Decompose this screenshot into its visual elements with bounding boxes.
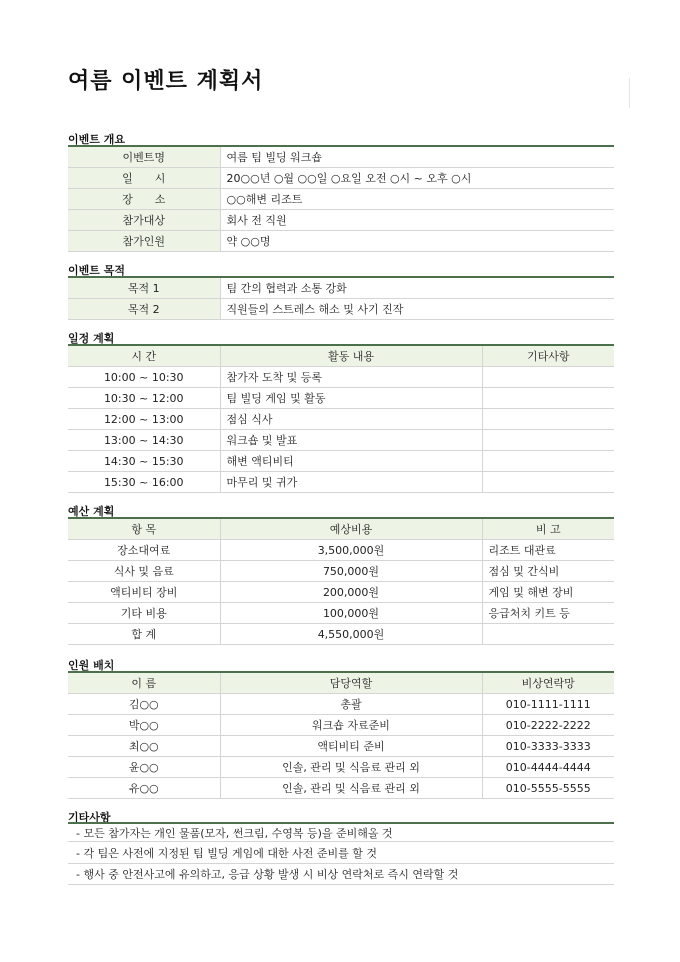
name-cell: 박○○ (68, 715, 220, 736)
note-cell (482, 430, 614, 451)
activity-cell: 팀 빌딩 게임 및 활동 (220, 388, 482, 409)
time-cell: 13:00 ~ 14:30 (68, 430, 220, 451)
column-header: 이 름 (68, 672, 220, 694)
note-item: - 각 팀은 사전에 지정된 팀 빌딩 게임에 대한 사전 준비를 할 것 (68, 844, 614, 864)
row-label: 목적 2 (68, 299, 220, 320)
table-row (68, 757, 614, 778)
row-value: ○○해변 리조트 (220, 189, 614, 210)
role-cell: 인솔, 관리 및 식음료 관리 외 (220, 757, 482, 778)
phone-cell: 010-2222-2222 (482, 715, 614, 736)
row-value: 약 ○○명 (220, 231, 614, 252)
note-cell: 점심 및 간식비 (482, 561, 614, 582)
row-label: 참가대상 (68, 210, 220, 231)
column-header: 예상비용 (220, 518, 482, 540)
table-row (68, 472, 614, 493)
time-cell: 14:30 ~ 15:30 (68, 451, 220, 472)
cost-cell: 4,550,000원 (220, 624, 482, 645)
column-header: 시 간 (68, 345, 220, 367)
role-cell: 워크숍 자료준비 (220, 715, 482, 736)
table-row (68, 367, 614, 388)
row-value: 20○○년 ○월 ○○일 ○요일 오전 ○시 ~ 오후 ○시 (220, 168, 614, 189)
note-cell: 리조트 대관료 (482, 540, 614, 561)
table-header-row (68, 345, 614, 367)
table-row (68, 277, 614, 299)
section-title-schedule: 일정 계획 (68, 332, 115, 345)
activity-cell: 워크숍 및 발표 (220, 430, 482, 451)
column-header: 비 고 (482, 518, 614, 540)
column-header: 활동 내용 (220, 345, 482, 367)
cost-cell: 200,000원 (220, 582, 482, 603)
phone-cell: 010-4444-4444 (482, 757, 614, 778)
time-cell: 10:30 ~ 12:00 (68, 388, 220, 409)
section-title-overview: 이벤트 개요 (68, 133, 125, 146)
note-cell (482, 624, 614, 645)
table-row (68, 210, 614, 231)
activity-cell: 해변 액티비티 (220, 451, 482, 472)
table-row (68, 388, 614, 409)
note-item: - 모든 참가자는 개인 물품(모자, 썬크림, 수영복 등)을 준비해올 것 (68, 822, 614, 842)
section-title-purpose: 이벤트 목적 (68, 264, 125, 277)
note-cell (482, 472, 614, 493)
name-cell: 유○○ (68, 778, 220, 799)
section-title-notes: 기타사항 (68, 811, 111, 824)
activity-cell: 마무리 및 귀가 (220, 472, 482, 493)
note-cell (482, 388, 614, 409)
note-cell (482, 367, 614, 388)
row-label: 이벤트명 (68, 146, 220, 168)
item-cell: 식사 및 음료 (68, 561, 220, 582)
cost-cell: 3,500,000원 (220, 540, 482, 561)
schedule-table (68, 344, 614, 493)
phone-cell: 010-3333-3333 (482, 736, 614, 757)
overview-table (68, 145, 614, 252)
note-cell: 게임 및 해변 장비 (482, 582, 614, 603)
table-row (68, 451, 614, 472)
activity-cell: 참가자 도착 및 등록 (220, 367, 482, 388)
budget-table (68, 517, 614, 645)
name-cell: 김○○ (68, 694, 220, 715)
table-row (68, 715, 614, 736)
name-cell: 최○○ (68, 736, 220, 757)
purpose-table (68, 276, 614, 320)
phone-cell: 010-1111-1111 (482, 694, 614, 715)
time-cell: 10:00 ~ 10:30 (68, 367, 220, 388)
column-header: 기타사항 (482, 345, 614, 367)
cost-cell: 100,000원 (220, 603, 482, 624)
column-header: 비상연락망 (482, 672, 614, 694)
note-item: - 행사 중 안전사고에 유의하고, 응급 상황 발생 시 비상 연락처로 즉시 연락할 것 (68, 865, 614, 885)
section-title-budget: 예산 계획 (68, 505, 115, 518)
time-cell: 15:30 ~ 16:00 (68, 472, 220, 493)
item-cell: 장소대여료 (68, 540, 220, 561)
table-row (68, 146, 614, 168)
table-row (68, 189, 614, 210)
table-row (68, 736, 614, 757)
row-label: 일 시 (68, 168, 220, 189)
table-row (68, 582, 614, 603)
row-value: 직원들의 스트레스 해소 및 사기 진작 (220, 299, 614, 320)
activity-cell: 점심 식사 (220, 409, 482, 430)
table-row (68, 624, 614, 645)
role-cell: 액티비티 준비 (220, 736, 482, 757)
item-cell: 기타 비용 (68, 603, 220, 624)
item-cell: 액티비티 장비 (68, 582, 220, 603)
table-row (68, 168, 614, 189)
page-title: 여름 이벤트 계획서 (68, 69, 264, 94)
table-row (68, 603, 614, 624)
page-edge-mark (629, 78, 630, 108)
row-label: 참가인원 (68, 231, 220, 252)
table-row (68, 299, 614, 320)
phone-cell: 010-5555-5555 (482, 778, 614, 799)
name-cell: 윤○○ (68, 757, 220, 778)
table-header-row (68, 672, 614, 694)
table-row (68, 561, 614, 582)
section-title-staff: 인원 배치 (68, 659, 115, 672)
table-row (68, 694, 614, 715)
table-row (68, 231, 614, 252)
table-row (68, 430, 614, 451)
note-cell: 응급처치 키트 등 (482, 603, 614, 624)
table-row (68, 540, 614, 561)
time-cell: 12:00 ~ 13:00 (68, 409, 220, 430)
row-value: 회사 전 직원 (220, 210, 614, 231)
table-row (68, 778, 614, 799)
column-header: 담당역할 (220, 672, 482, 694)
table-header-row (68, 518, 614, 540)
staff-table (68, 671, 614, 799)
cost-cell: 750,000원 (220, 561, 482, 582)
note-cell (482, 409, 614, 430)
item-cell: 합 계 (68, 624, 220, 645)
row-value: 여름 팀 빌딩 워크숍 (220, 146, 614, 168)
row-label: 장 소 (68, 189, 220, 210)
row-label: 목적 1 (68, 277, 220, 299)
column-header: 항 목 (68, 518, 220, 540)
role-cell: 총괄 (220, 694, 482, 715)
note-cell (482, 451, 614, 472)
row-value: 팀 간의 협력과 소통 강화 (220, 277, 614, 299)
table-row (68, 409, 614, 430)
role-cell: 인솔, 관리 및 식음료 관리 외 (220, 778, 482, 799)
